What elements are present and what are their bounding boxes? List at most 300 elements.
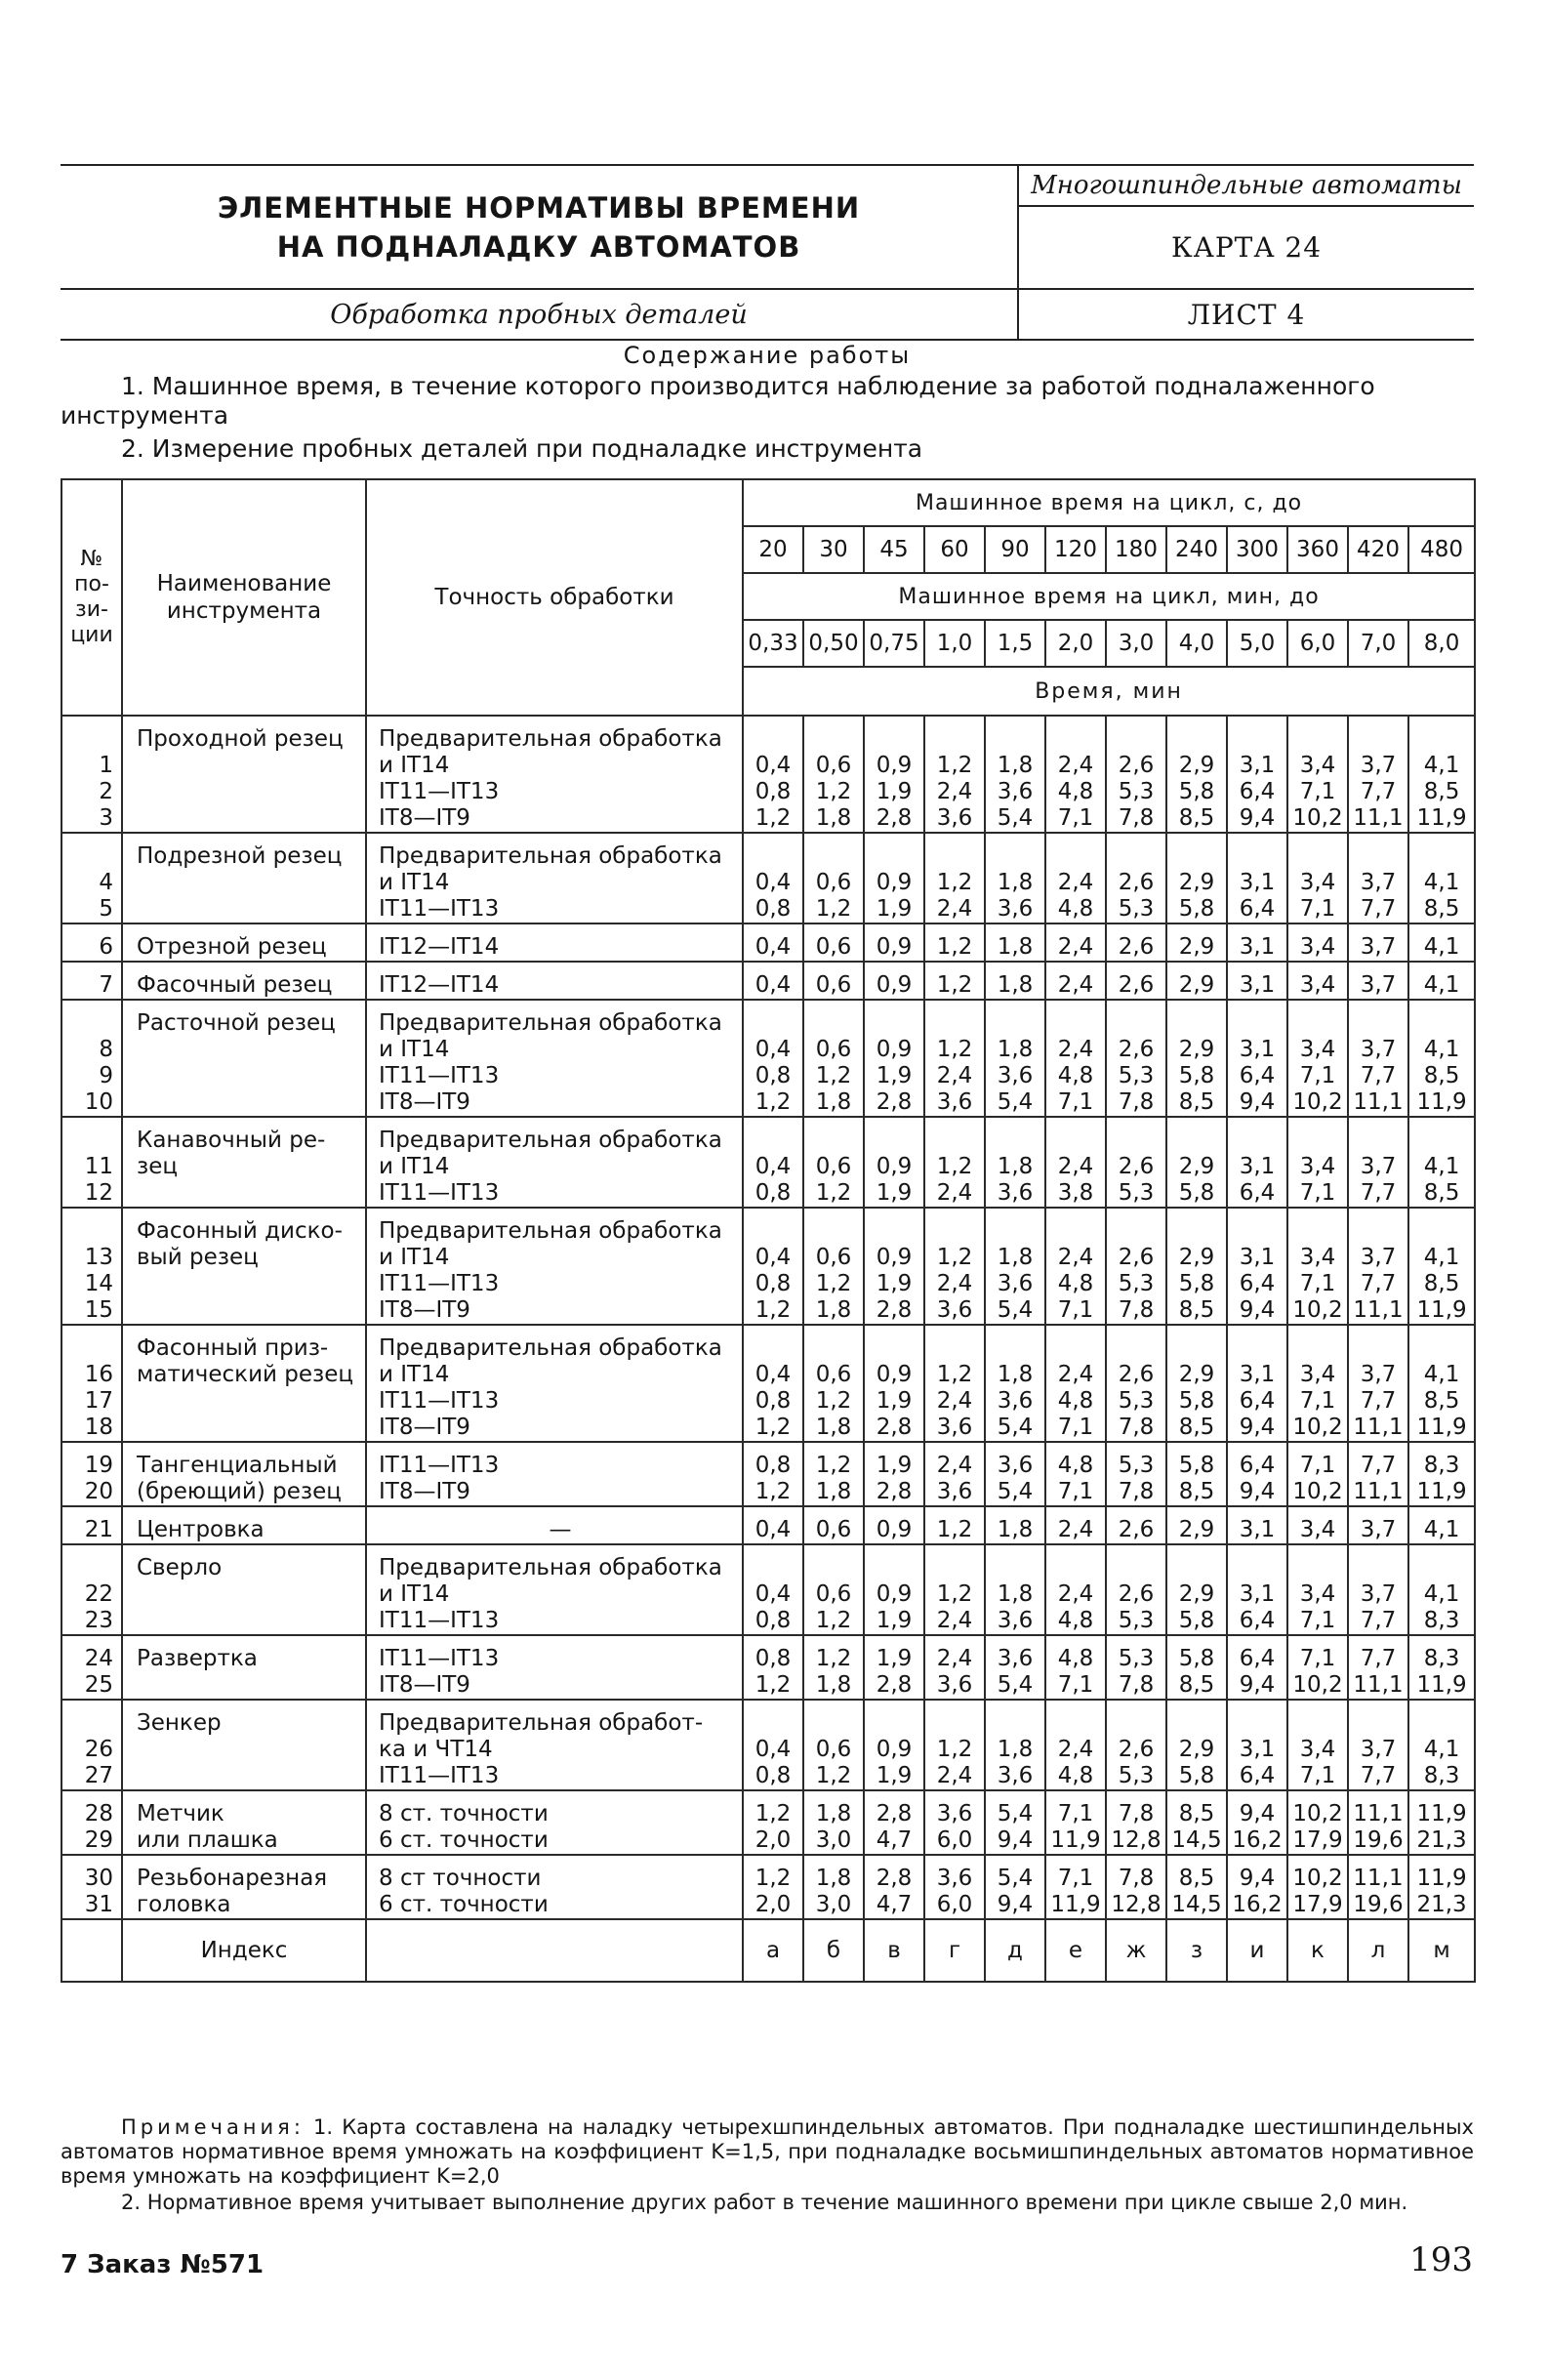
- time-value-cell: [864, 1325, 924, 1442]
- time-value: 8,5: [1423, 1271, 1460, 1296]
- precision-line: IT11—IT13: [379, 1646, 500, 1671]
- time-value: 1,2: [754, 1089, 792, 1115]
- precision-line: и IT14: [379, 1362, 450, 1387]
- time-value-cell: [1348, 1117, 1408, 1208]
- time-value: 1,8: [997, 1737, 1034, 1762]
- time-value: 3,6: [936, 1801, 973, 1826]
- time-value-cell: [1045, 1208, 1106, 1325]
- time-value-cell: [924, 1635, 985, 1700]
- time-value: 2,4: [1057, 1581, 1094, 1607]
- time-value-cell: [1287, 1117, 1348, 1208]
- header-seconds-value: 360: [1287, 526, 1348, 573]
- time-value: 3,1: [1239, 1737, 1276, 1762]
- position-number: 30: [84, 1866, 113, 1891]
- index-letter: ж: [1106, 1919, 1166, 1982]
- time-value: 17,9: [1292, 1827, 1343, 1853]
- position-cell: [61, 1790, 122, 1855]
- precision-cell: [366, 1635, 743, 1700]
- index-letter: з: [1166, 1919, 1227, 1982]
- header-seconds-value: 240: [1166, 526, 1227, 573]
- time-value: 1,8: [815, 1297, 852, 1323]
- time-value-cell: [1408, 1442, 1475, 1506]
- time-value: 5,4: [997, 1297, 1034, 1323]
- precision-cell: [366, 1442, 743, 1506]
- time-value: 2,6: [1118, 1037, 1155, 1062]
- time-value: 0,9: [876, 1037, 913, 1062]
- time-value: 3,1: [1239, 972, 1276, 998]
- time-value: 8,3: [1423, 1453, 1460, 1478]
- time-value: 11,9: [1416, 1801, 1467, 1826]
- time-value-cell: [924, 1208, 985, 1325]
- precision-line: IT8—IT9: [379, 1479, 470, 1504]
- time-value-cell: [1106, 1790, 1166, 1855]
- time-value: 7,7: [1360, 1763, 1397, 1788]
- time-value-spacer: [1228, 1335, 1286, 1362]
- time-value: 9,4: [1239, 1801, 1276, 1826]
- time-value: 5,3: [1118, 1646, 1155, 1671]
- time-value-cell: [743, 962, 803, 1000]
- precision-line: IT11—IT13: [379, 1180, 500, 1206]
- time-value: 2,9: [1178, 1581, 1215, 1607]
- time-value-cell: [1348, 962, 1408, 1000]
- precision-line: IT12—IT14: [379, 972, 500, 998]
- time-value-cell: [985, 833, 1045, 923]
- time-value-cell: [1227, 716, 1287, 833]
- time-value: 0,6: [815, 1362, 852, 1387]
- time-value: 0,4: [754, 972, 792, 998]
- position-number: 29: [84, 1827, 113, 1853]
- time-value: 5,8: [1178, 1271, 1215, 1296]
- index-empty-cell: [366, 1919, 743, 1982]
- time-value: 3,7: [1360, 1037, 1397, 1062]
- time-value-cell: [1045, 1700, 1106, 1790]
- time-value-spacer: [925, 843, 984, 870]
- time-value-cell: [985, 1506, 1045, 1544]
- time-value: 7,8: [1118, 1672, 1155, 1698]
- time-value-spacer: [744, 1218, 802, 1245]
- tool-name-line: Расточной резец: [137, 1010, 336, 1036]
- time-value-spacer: [1349, 1218, 1407, 1245]
- time-value-cell: [924, 1117, 985, 1208]
- time-value: 1,2: [936, 934, 973, 960]
- time-value-spacer: [1228, 1710, 1286, 1737]
- time-value-cell: [743, 1506, 803, 1544]
- time-value-cell: [803, 1000, 864, 1117]
- time-value: 8,5: [1423, 1180, 1460, 1206]
- time-value-cell: [924, 1506, 985, 1544]
- time-value: 14,5: [1171, 1827, 1222, 1853]
- header-precision: Точность обработки: [366, 479, 743, 716]
- time-value: 5,4: [997, 1866, 1034, 1891]
- time-value-cell: [1348, 923, 1408, 962]
- time-value: 1,8: [997, 1245, 1034, 1270]
- time-value: 3,6: [997, 1271, 1034, 1296]
- time-value-cell: [1166, 1635, 1227, 1700]
- precision-cell: [366, 1000, 743, 1117]
- time-value-cell: [1348, 1442, 1408, 1506]
- time-value: 0,6: [815, 1037, 852, 1062]
- time-value-cell: [1106, 1855, 1166, 1919]
- precision-cell: [366, 1325, 743, 1442]
- time-value-spacer: [804, 726, 863, 753]
- precision-line: IT8—IT9: [379, 805, 470, 831]
- time-value: 2,4: [936, 896, 973, 922]
- time-value-spacer: [986, 1010, 1044, 1037]
- time-value: 7,1: [1299, 1453, 1336, 1478]
- tool-name-cell: [122, 716, 366, 833]
- time-value: 5,8: [1178, 1763, 1215, 1788]
- time-value-cell: [1106, 1208, 1166, 1325]
- precision-line: Предварительная обработка: [379, 1335, 722, 1361]
- time-value-spacer: [865, 1555, 923, 1581]
- time-value-spacer: [865, 843, 923, 870]
- time-value: 3,4: [1299, 1581, 1336, 1607]
- precision-line: 8 ст точности: [379, 1866, 542, 1891]
- header-seconds-value: 180: [1106, 526, 1166, 573]
- tool-name-line: Центровка: [137, 1517, 265, 1542]
- time-value: 2,9: [1178, 1245, 1215, 1270]
- time-value: 0,8: [754, 1646, 792, 1671]
- time-value-cell: [1287, 1790, 1348, 1855]
- index-empty-cell: [61, 1919, 122, 1982]
- header-number-line: зи-: [75, 597, 108, 622]
- header-name-line: инструмента: [166, 598, 322, 624]
- time-value-cell: [985, 1000, 1045, 1117]
- time-value-spacer: [1107, 1335, 1165, 1362]
- tool-name-line: Тангенциальный: [137, 1453, 338, 1478]
- time-value: 11,9: [1416, 1866, 1467, 1891]
- time-value-spacer: [1107, 1555, 1165, 1581]
- time-value-cell: [1227, 1442, 1287, 1506]
- time-value: 2,9: [1178, 1037, 1215, 1062]
- time-value: 8,5: [1423, 1388, 1460, 1414]
- time-value-spacer: [1409, 1010, 1474, 1037]
- precision-line: IT11—IT13: [379, 896, 500, 922]
- time-value: 1,2: [754, 1415, 792, 1440]
- time-value: 4,1: [1423, 1245, 1460, 1270]
- time-value-spacer: [925, 1010, 984, 1037]
- time-value: 4,7: [876, 1827, 913, 1853]
- tool-name-cell: [122, 1208, 366, 1325]
- time-value-cell: [985, 716, 1045, 833]
- precision-line: IT11—IT13: [379, 1388, 500, 1414]
- time-value-cell: [864, 1442, 924, 1506]
- time-value: 7,1: [1299, 896, 1336, 922]
- time-value-cell: [864, 1208, 924, 1325]
- time-value: 6,4: [1239, 1388, 1276, 1414]
- time-value: 0,4: [754, 1245, 792, 1270]
- time-value-cell: [1227, 833, 1287, 923]
- time-value: 3,6: [997, 1180, 1034, 1206]
- time-value: 9,4: [1239, 1672, 1276, 1698]
- position-cell: [61, 1855, 122, 1919]
- time-value-cell: [1287, 1325, 1348, 1442]
- time-value-cell: [924, 1544, 985, 1635]
- time-value-cell: [1287, 1442, 1348, 1506]
- time-value: 2,8: [876, 1089, 913, 1115]
- time-value-cell: [1287, 1635, 1348, 1700]
- time-value-cell: [924, 716, 985, 833]
- time-value-cell: [1227, 1208, 1287, 1325]
- position-cell: [61, 716, 122, 833]
- time-value: 5,4: [997, 1089, 1034, 1115]
- time-value-spacer: [986, 1335, 1044, 1362]
- time-value-cell: [803, 1700, 864, 1790]
- time-value: 11,1: [1353, 1866, 1404, 1891]
- time-value: 4,8: [1057, 779, 1094, 804]
- time-value-cell: [1408, 1325, 1475, 1442]
- tool-name-cell: [122, 1790, 366, 1855]
- time-value-cell: [1045, 923, 1106, 962]
- time-value: 4,1: [1423, 870, 1460, 895]
- time-value-spacer: [1046, 1010, 1105, 1037]
- tool-name-line: Сверло: [137, 1555, 223, 1580]
- time-value: 3,6: [936, 1415, 973, 1440]
- time-value: 7,8: [1118, 1297, 1155, 1323]
- time-value: 1,8: [815, 1479, 852, 1504]
- time-value-cell: [1166, 923, 1227, 962]
- time-value-cell: [1408, 1506, 1475, 1544]
- time-value-cell: [985, 1700, 1045, 1790]
- time-value: 3,1: [1239, 1245, 1276, 1270]
- time-value: 5,4: [997, 1672, 1034, 1698]
- time-value: 1,9: [876, 1453, 913, 1478]
- time-value: 5,3: [1118, 896, 1155, 922]
- header-name-line: Наименование: [156, 571, 332, 596]
- time-value-spacer: [1349, 726, 1407, 753]
- table-row: [61, 1442, 1475, 1506]
- time-value-spacer: [1409, 843, 1474, 870]
- time-value-cell: [743, 923, 803, 962]
- time-value: 11,1: [1353, 1297, 1404, 1323]
- time-value: 1,2: [936, 1037, 973, 1062]
- index-letter: л: [1348, 1919, 1408, 1982]
- time-value: 12,8: [1111, 1892, 1162, 1917]
- time-value: 1,2: [815, 1180, 852, 1206]
- tool-name-line: матический резец: [137, 1362, 354, 1387]
- index-letter: м: [1408, 1919, 1475, 1982]
- precision-line: и IT14: [379, 1154, 450, 1179]
- position-number: 11: [84, 1154, 113, 1179]
- time-value: 8,5: [1178, 1089, 1215, 1115]
- time-value-cell: [1227, 1790, 1287, 1855]
- time-value: 7,7: [1360, 1388, 1397, 1414]
- time-value: 8,5: [1423, 1063, 1460, 1088]
- time-value-cell: [985, 1208, 1045, 1325]
- time-value: 4,8: [1057, 896, 1094, 922]
- time-value: 0,6: [815, 1581, 852, 1607]
- time-value-cell: [743, 1855, 803, 1919]
- time-value: 1,8: [997, 934, 1034, 960]
- time-value-spacer: [1107, 843, 1165, 870]
- time-value: 7,1: [1299, 779, 1336, 804]
- precision-line: Предварительная обработ-: [379, 1710, 704, 1736]
- time-value: 21,3: [1416, 1892, 1467, 1917]
- tool-name-cell: [122, 1635, 366, 1700]
- time-value-spacer: [1288, 1710, 1347, 1737]
- precision-line: Предварительная обработка: [379, 726, 722, 752]
- time-value-cell: [743, 1000, 803, 1117]
- header-seconds-value: 20: [743, 526, 803, 573]
- time-value-cell: [1287, 833, 1348, 923]
- time-value: 7,8: [1118, 1866, 1155, 1891]
- time-value: 3,1: [1239, 1581, 1276, 1607]
- time-value: 3,6: [997, 779, 1034, 804]
- time-value: 2,8: [876, 1415, 913, 1440]
- time-value: 7,7: [1360, 779, 1397, 804]
- time-value-spacer: [1107, 1010, 1165, 1037]
- time-value: 2,4: [1057, 1154, 1094, 1179]
- time-value-cell: [1227, 1325, 1287, 1442]
- time-value-cell: [1348, 1000, 1408, 1117]
- precision-line: и IT14: [379, 1581, 450, 1607]
- time-value-cell: [924, 1000, 985, 1117]
- time-value: 7,8: [1118, 1089, 1155, 1115]
- document-title: [61, 165, 1018, 289]
- time-value-spacer: [1167, 1218, 1226, 1245]
- time-value: 2,9: [1178, 753, 1215, 778]
- table-row: [61, 1117, 1475, 1208]
- time-value: 6,4: [1239, 1180, 1276, 1206]
- time-value-spacer: [1288, 843, 1347, 870]
- time-value: 17,9: [1292, 1892, 1343, 1917]
- time-value: 3,4: [1299, 934, 1336, 960]
- position-number: 7: [99, 972, 113, 998]
- time-value: 0,6: [815, 1154, 852, 1179]
- time-value: 5,3: [1118, 1271, 1155, 1296]
- tool-name-cell: [122, 1117, 366, 1208]
- tool-name-cell: [122, 1855, 366, 1919]
- time-value: 3,0: [815, 1892, 852, 1917]
- time-value-spacer: [1409, 726, 1474, 753]
- time-value: 7,1: [1299, 1388, 1336, 1414]
- index-letter: д: [985, 1919, 1045, 1982]
- time-value-spacer: [744, 1010, 802, 1037]
- tool-name-line: вый резец: [137, 1245, 259, 1270]
- time-value-cell: [1045, 1000, 1106, 1117]
- time-value-cell: [1166, 1208, 1227, 1325]
- time-value: 3,6: [936, 1297, 973, 1323]
- time-value-cell: [803, 833, 864, 923]
- precision-line: Предварительная обработка: [379, 1010, 722, 1036]
- time-value: 10,2: [1292, 1297, 1343, 1323]
- time-value: 6,4: [1239, 896, 1276, 922]
- time-value: 6,4: [1239, 1063, 1276, 1088]
- time-value-spacer: [1409, 1128, 1474, 1154]
- time-value-cell: [1227, 1700, 1287, 1790]
- norms-table: [61, 478, 1476, 1983]
- position-number: 14: [84, 1271, 113, 1296]
- time-value: 0,9: [876, 972, 913, 998]
- time-value: 0,4: [754, 1737, 792, 1762]
- table-row: [61, 1325, 1475, 1442]
- time-value: 1,8: [997, 1581, 1034, 1607]
- table-row: [61, 716, 1475, 833]
- index-row: [61, 1919, 1475, 1982]
- time-value-spacer: [986, 726, 1044, 753]
- time-value: 2,8: [876, 1866, 913, 1891]
- time-value: 1,2: [754, 1297, 792, 1323]
- time-value: 8,3: [1423, 1608, 1460, 1633]
- time-value: 1,9: [876, 1646, 913, 1671]
- time-value: 2,8: [876, 1801, 913, 1826]
- time-value-spacer: [804, 1555, 863, 1581]
- time-value: 1,2: [936, 870, 973, 895]
- time-value-spacer: [1167, 843, 1226, 870]
- precision-line: 6 ст. точности: [379, 1827, 549, 1853]
- position-number: 24: [84, 1646, 113, 1671]
- time-value: 4,1: [1423, 1362, 1460, 1387]
- time-value: 4,8: [1057, 1063, 1094, 1088]
- time-value-cell: [864, 1700, 924, 1790]
- tool-name-line: Отрезной резец: [137, 934, 327, 960]
- tool-name-line: или плашка: [137, 1827, 278, 1853]
- time-value: 4,8: [1057, 1388, 1094, 1414]
- time-value-cell: [924, 1790, 985, 1855]
- time-value: 6,0: [936, 1892, 973, 1917]
- tool-name-line: Фасочный резец: [137, 972, 333, 998]
- time-value: 3,4: [1299, 1362, 1336, 1387]
- time-value: 7,1: [1057, 1672, 1094, 1698]
- time-value: 0,6: [815, 972, 852, 998]
- time-value: 5,8: [1178, 1388, 1215, 1414]
- time-value: 0,4: [754, 1037, 792, 1062]
- time-value-cell: [985, 923, 1045, 962]
- time-value: 1,8: [815, 805, 852, 831]
- time-value: 8,5: [1178, 1801, 1215, 1826]
- time-value: 2,4: [1057, 1737, 1094, 1762]
- sheet-number: ЛИСТ 4: [1018, 289, 1474, 340]
- time-value: 8,3: [1423, 1646, 1460, 1671]
- time-value: 1,2: [815, 1453, 852, 1478]
- time-value-cell: [1045, 1506, 1106, 1544]
- time-value-cell: [803, 1506, 864, 1544]
- tool-name-cell: [122, 1506, 366, 1544]
- time-value: 10,2: [1292, 1672, 1343, 1698]
- time-value: 0,9: [876, 1581, 913, 1607]
- time-value: 14,5: [1171, 1892, 1222, 1917]
- time-value-cell: [803, 1635, 864, 1700]
- header-minutes-value: 2,0: [1045, 620, 1106, 667]
- time-value-cell: [1408, 1544, 1475, 1635]
- time-value: 9,4: [997, 1892, 1034, 1917]
- time-value: 0,9: [876, 1362, 913, 1387]
- time-value-spacer: [1107, 726, 1165, 753]
- time-value: 3,1: [1239, 1154, 1276, 1179]
- time-value: 5,4: [997, 1479, 1034, 1504]
- page-number: 193: [1409, 2240, 1473, 2279]
- time-value: 0,8: [754, 1063, 792, 1088]
- time-value: 5,8: [1178, 779, 1215, 804]
- time-value: 2,9: [1178, 870, 1215, 895]
- time-value: 11,1: [1353, 1801, 1404, 1826]
- position-cell: [61, 1000, 122, 1117]
- time-value: 2,6: [1118, 934, 1155, 960]
- time-value-cell: [803, 962, 864, 1000]
- time-value-cell: [1166, 716, 1227, 833]
- time-value: 3,1: [1239, 934, 1276, 960]
- position-cell: [61, 1506, 122, 1544]
- time-value-spacer: [744, 1128, 802, 1154]
- time-value-cell: [985, 962, 1045, 1000]
- precision-line: IT11—IT13: [379, 1063, 500, 1088]
- header-minutes-value: 3,0: [1106, 620, 1166, 667]
- time-value-spacer: [1107, 1128, 1165, 1154]
- position-number: 5: [99, 896, 113, 922]
- time-value-cell: [743, 1790, 803, 1855]
- time-value: 9,4: [997, 1827, 1034, 1853]
- time-value: 7,7: [1360, 1063, 1397, 1088]
